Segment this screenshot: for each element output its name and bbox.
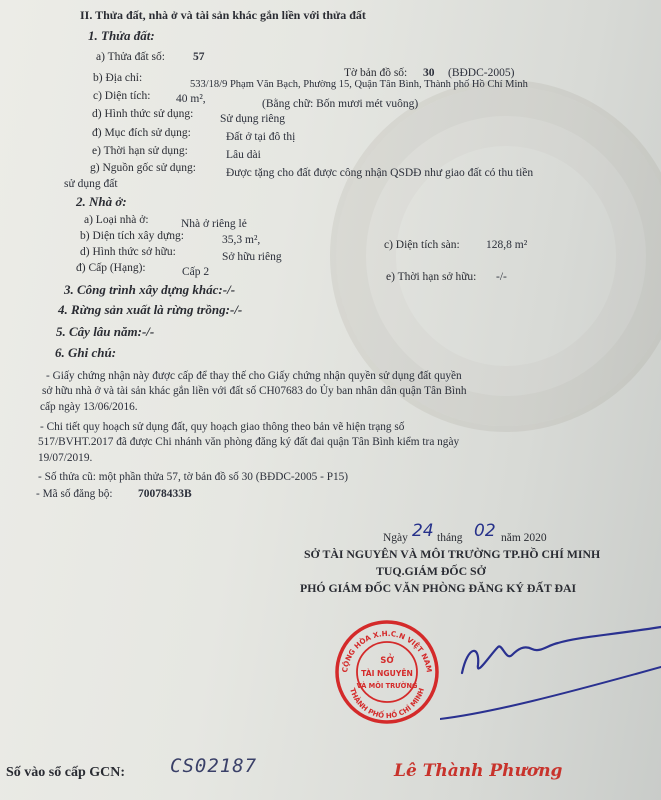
svg-text:VÀ MÔI TRƯỜNG: VÀ MÔI TRƯỜNG: [356, 682, 418, 690]
land-heading: 1. Thửa đất:: [88, 28, 155, 43]
ownership: Sở hữu riêng: [222, 251, 282, 263]
purpose-label: đ) Mục đích sử dụng:: [92, 127, 191, 139]
authority-line-1: SỞ TÀI NGUYÊN VÀ MÔI TRƯỜNG TP.HỒ CHÍ MINH: [304, 547, 601, 561]
date-day-label: Ngày: [383, 532, 408, 544]
origin-cont: sử dụng đất: [64, 178, 118, 190]
grade-label: đ) Cấp (Hạng):: [76, 262, 146, 274]
gcn-number: CS02187: [170, 755, 258, 777]
registry-code: 70078433B: [138, 488, 192, 500]
date-month-label: tháng: [437, 532, 463, 544]
gcn-label: Số vào sổ cấp GCN:: [6, 765, 126, 780]
use-form: Sử dụng riêng: [220, 113, 286, 125]
authority-line-3: PHÓ GIÁM ĐỐC VĂN PHÒNG ĐĂNG KÝ ĐẤT ĐAI: [300, 581, 577, 595]
plot-no-label: a) Thửa đất số:: [96, 51, 165, 63]
authority-line-2: TUQ.GIÁM ĐỐC SỞ: [376, 564, 486, 578]
built-area: 35,3 m²,: [222, 234, 261, 246]
term-label: e) Thời hạn sử dụng:: [92, 145, 188, 157]
section-title: II. Thửa đất, nhà ở và tài sản khác gắn liền với thửa đất: [80, 8, 366, 22]
svg-text:THÀNH PHỐ HỒ CHÍ MINH: THÀNH PHỐ HỒ CHÍ MINH: [348, 687, 426, 721]
svg-text:TÀI NGUYÊN: TÀI NGUYÊN: [361, 669, 413, 678]
house-heading: 2. Nhà ở:: [76, 194, 127, 209]
note-2-line-2: 517/BVHT.2017 đã được Chi nhánh văn phòng đăng ký đất đai quận Tân Bình kiểm tra ngày: [38, 436, 460, 448]
own-term-label: e) Thời hạn sở hữu:: [386, 271, 477, 283]
date-day: 24: [412, 521, 434, 541]
area: 40 m²,: [176, 93, 206, 105]
map-no: 30: [423, 67, 435, 79]
plot-no: 57: [193, 51, 205, 63]
house-type-label: a) Loại nhà ở:: [84, 214, 149, 226]
address-label: b) Địa chỉ:: [93, 72, 143, 84]
svg-text:CỘNG HÒA X.H.C.N VIỆT NAM: CỘNG HÒA X.H.C.N VIỆT NAM: [340, 628, 434, 674]
official-seal-stamp: [333, 618, 441, 726]
note-4-label: - Mã số đăng bộ:: [36, 488, 113, 500]
purpose: Đất ở tại đô thị: [226, 131, 296, 143]
built-area-label: b) Diện tích xây dựng:: [80, 230, 184, 242]
notes-heading: 6. Ghi chú:: [55, 345, 117, 360]
note-2-line-1: - Chi tiết quy hoạch sử dụng đất, quy hoạch giao thông theo bản vẽ hiện trạng số: [40, 421, 405, 433]
term: Lâu dài: [226, 149, 261, 161]
map-code: (BĐDC-2005): [448, 67, 515, 79]
origin: Được tặng cho đất được công nhận QSDĐ như giao đất có thu tiền: [226, 167, 534, 179]
note-3: - Số thửa cũ: một phần thửa 57, tờ bản đồ số 30 (BĐDC-2005 - P15): [38, 471, 349, 483]
handwritten-signature: [440, 615, 661, 725]
date-year: năm 2020: [501, 532, 547, 544]
note-2-line-3: 19/07/2019.: [38, 452, 93, 464]
use-form-label: d) Hình thức sử dụng:: [92, 108, 194, 120]
signer-name: Lê Thành Phương: [394, 761, 563, 781]
floor-area-label: c) Diện tích sàn:: [384, 239, 460, 251]
origin-label: g) Nguồn gốc sử dụng:: [90, 162, 196, 174]
note-1-line-1: - Giấy chứng nhận này được cấp để thay thế cho Giấy chứng nhận quyền sử dụng đất quyền: [46, 370, 462, 382]
trees-heading: 5. Cây lâu năm:-/-: [56, 324, 155, 339]
svg-text:SỞ: SỞ: [380, 656, 394, 666]
construction-heading: 3. Công trình xây dựng khác:-/-: [64, 282, 236, 297]
ownership-label: d) Hình thức sở hữu:: [80, 246, 176, 258]
area-words: (Bằng chữ: Bốn mươi mét vuông): [262, 98, 419, 110]
area-label: c) Diện tích:: [93, 90, 151, 102]
forest-heading: 4. Rừng sản xuất là rừng trồng:-/-: [58, 302, 243, 317]
house-type: Nhà ở riêng lẻ: [181, 218, 247, 230]
own-term: -/-: [496, 271, 507, 283]
note-1-line-3: cấp ngày 13/06/2016.: [40, 401, 138, 413]
grade: Cấp 2: [182, 266, 210, 278]
floor-area: 128,8 m²: [486, 239, 528, 251]
map-label: Tờ bản đồ số:: [344, 67, 408, 79]
address: 533/18/9 Phạm Văn Bạch, Phường 15, Quận Tân Bình, Thành phố Hồ Chí Minh: [190, 79, 528, 90]
date-month: 02: [474, 521, 496, 541]
note-1-line-2: sở hữu nhà ở và tài sản khác gắn liền với đất số CH07683 do Ủy ban nhân dân quận Tân Bình: [42, 385, 467, 397]
